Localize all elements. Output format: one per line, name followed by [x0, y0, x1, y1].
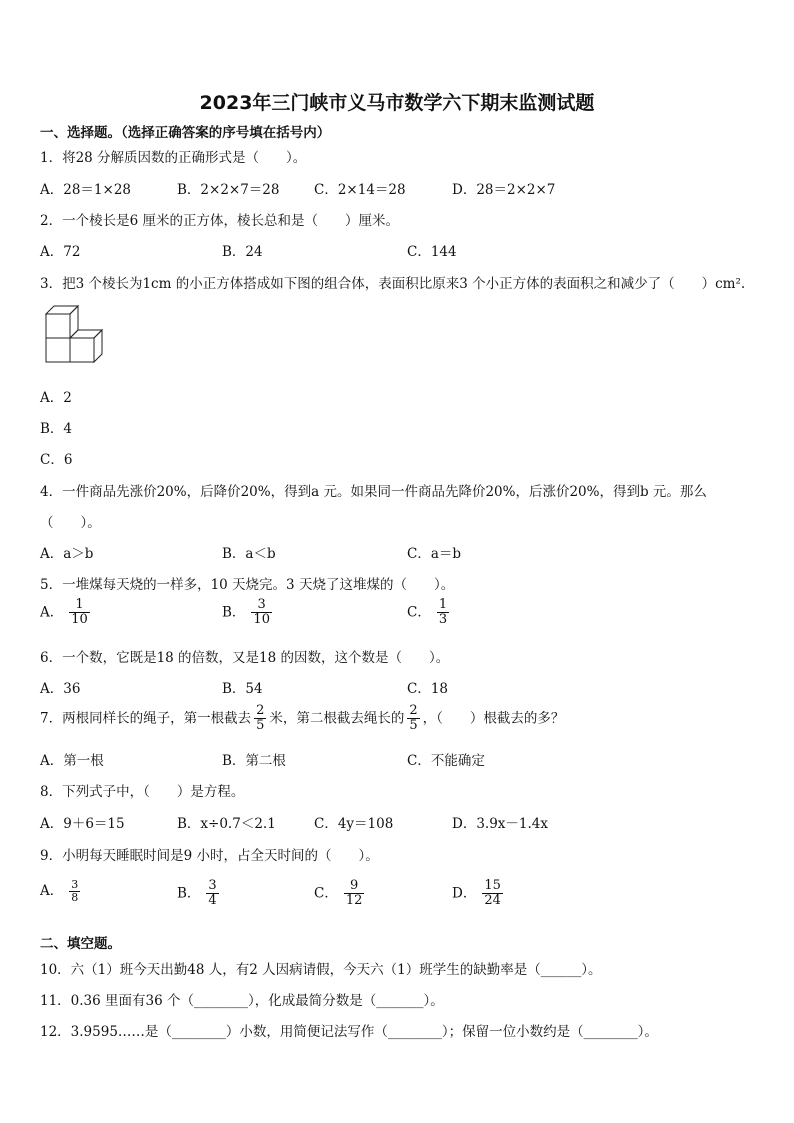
q7-text-part-1: 7．两根同样长的绳子，第一根截去 [40, 710, 252, 727]
fraction-denominator: 12 [345, 893, 363, 909]
q9-option-b-fraction [206, 879, 218, 909]
q4-option-a: A．a＞b [40, 546, 94, 562]
fraction-denominator: 10 [71, 612, 88, 628]
q6-option-c: C．18 [407, 681, 449, 697]
q7-fraction-1 [254, 704, 266, 734]
fraction-denominator: 5 [256, 718, 265, 734]
question-6: 6．一个数，它既是18 的倍数，又是18 的因数，这个数是（ ）。 [40, 650, 450, 666]
q5-option-a [40, 598, 90, 628]
q9-option-c [314, 879, 364, 909]
question-5: 5．一堆煤每天烧的一样多，10 天烧完。3 天烧了这堆煤的（ ）。 [40, 577, 455, 593]
q9-option-c-label: C． [314, 885, 338, 902]
q9-option-d-fraction [482, 879, 503, 909]
q3-option-b: B．4 [40, 421, 73, 437]
fraction-numerator: 3 [208, 878, 217, 893]
q3-option-a: A．2 [40, 390, 72, 406]
fraction-numerator: 1 [438, 597, 448, 612]
q1-option-a: A．28＝1×28 [40, 182, 132, 198]
page-title: 2023年三门峡市义马市数学六下期末监测试题 [199, 92, 595, 114]
cube-assembly-figure [44, 304, 108, 368]
q5-option-c [407, 598, 449, 628]
q1-option-d: D．28＝2×2×7 [452, 182, 556, 198]
fraction-numerator: 2 [409, 703, 418, 718]
fraction-denominator: 5 [409, 718, 418, 734]
q5-option-b-label: B． [222, 604, 246, 621]
q5-option-a-fraction [69, 598, 90, 628]
q1-option-b: B．2×2×7＝28 [177, 182, 280, 198]
q9-option-a-fraction [69, 879, 80, 904]
q7-option-b: B．第二根 [222, 753, 286, 769]
question-3: 3．把3 个棱长为1cm 的小正方体搭成如下图的组合体，表面积比原来3 个小正方体的表面积之和减少了（ ）cm². [40, 276, 746, 292]
q8-option-d: D．3.9x－1.4x [452, 816, 548, 832]
q5-option-c-label: C． [407, 604, 431, 621]
q9-option-a-label: A． [40, 883, 64, 900]
fraction-denominator: 10 [253, 612, 270, 628]
q9-option-b [177, 879, 219, 909]
fraction-denominator: 3 [438, 612, 448, 628]
fraction-numerator: 2 [256, 703, 265, 718]
question-7 [40, 704, 564, 734]
fraction-numerator: 3 [257, 597, 266, 612]
q6-option-b: B．54 [222, 681, 263, 697]
q7-fraction-2 [407, 704, 419, 734]
fraction-numerator: 15 [484, 878, 501, 893]
question-10: 10．六（1）班今天出勤48 人，有2 人因病请假，今天六（1）班学生的缺勤率是（______）。 [40, 962, 602, 978]
q7-option-c: C．不能确定 [407, 753, 485, 769]
q7-text-part-3: ，（ ）根截去的多？ [422, 710, 565, 727]
fraction-numerator: 9 [349, 878, 359, 893]
question-11: 11．0.36 里面有36 个（________），化成最简分数是（_______）。 [40, 993, 444, 1009]
q1-option-c: C．2×14＝28 [314, 182, 406, 198]
section-choice-heading: 一、选择题。（选择正确答案的序号填在括号内） [40, 125, 331, 141]
fraction-numerator: 1 [75, 597, 84, 612]
q4-option-b: B．a＜b [222, 546, 276, 562]
q2-option-c: C．144 [407, 244, 457, 260]
q9-option-d-label: D． [452, 885, 477, 902]
fraction-denominator: 4 [208, 893, 217, 909]
q2-option-a: A．72 [40, 244, 81, 260]
fraction-denominator: 24 [484, 893, 501, 909]
question-1: 1．将28 分解质因数的正确形式是（ ）。 [40, 150, 307, 166]
q8-option-a: A．9＋6＝15 [40, 816, 125, 832]
question-4-line-2: （ ）。 [40, 515, 101, 531]
fraction-numerator: 3 [71, 878, 79, 891]
q9-option-a [40, 879, 80, 904]
q8-option-c: C．4y＝108 [314, 816, 394, 832]
fraction-denominator: 8 [71, 891, 79, 905]
q7-option-a: A．第一根 [40, 753, 104, 769]
q9-option-d [452, 879, 503, 909]
q5-option-c-fraction [437, 598, 449, 628]
q2-option-b: B．24 [222, 244, 263, 260]
question-2: 2．一个棱长是6 厘米的正方体，棱长总和是（ ）厘米。 [40, 213, 399, 229]
q4-option-c: C．a＝b [407, 546, 462, 562]
q9-option-b-label: B． [177, 885, 201, 902]
q5-option-b-fraction [251, 598, 272, 628]
q5-option-b [222, 598, 272, 628]
q9-option-c-fraction [344, 879, 365, 909]
section-fill-heading: 二、填空题。 [40, 936, 121, 952]
q6-option-a: A．36 [40, 681, 81, 697]
question-4-line-1: 4．一件商品先涨价20%，后降价20%，得到a 元。如果同一件商品先降价20%，后涨价20%，得到b 元。那么 [40, 484, 707, 500]
q7-text-part-2: 米，第二根截去绳长的 [269, 710, 405, 727]
question-8: 8．下列式子中，（ ）是方程。 [40, 784, 245, 800]
q8-option-b: B．x÷0.7＜2.1 [177, 816, 276, 832]
question-12: 12．3.9595……是（________）小数，用简便记法写作（________）；保留一位小数约是（________）。 [40, 1024, 658, 1040]
question-9: 9．小明每天睡眠时间是9 小时，占全天时间的（ ）。 [40, 848, 379, 864]
q3-option-c: C．6 [40, 452, 73, 468]
q5-option-a-label: A． [40, 604, 64, 621]
